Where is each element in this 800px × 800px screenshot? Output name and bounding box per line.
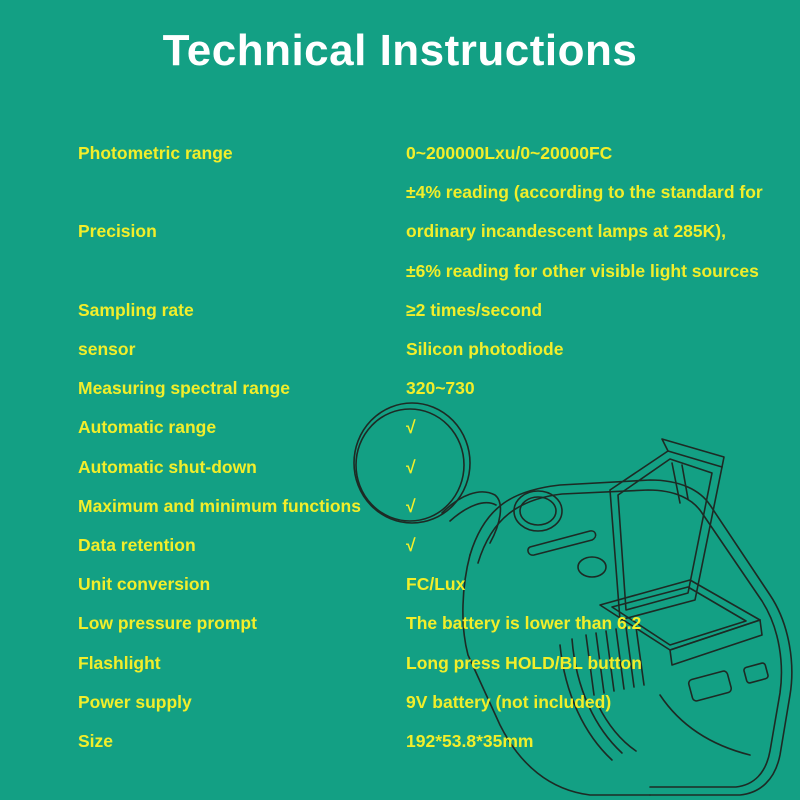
spec-table bbox=[78, 134, 778, 761]
spec-row-power-supply bbox=[78, 683, 778, 722]
spec-row-photometric-range bbox=[78, 134, 778, 173]
spec-label: Power supply bbox=[78, 691, 192, 712]
spec-label: Low pressure prompt bbox=[78, 613, 257, 634]
spec-value-line: ±4% reading (according to the standard for bbox=[406, 182, 763, 203]
spec-label: Precision bbox=[78, 221, 157, 242]
spec-label: Data retention bbox=[78, 534, 196, 555]
spec-value: ≥2 times/second bbox=[406, 299, 543, 320]
spec-value: 0~200000Lxu/0~20000FC bbox=[406, 143, 613, 164]
spec-value: √ bbox=[406, 495, 416, 516]
page-title: Technical Instructions bbox=[162, 26, 638, 75]
spec-row-data-retention bbox=[78, 526, 778, 565]
spec-value: Silicon photodiode bbox=[406, 339, 564, 360]
spec-label: Maximum and minimum functions bbox=[78, 495, 361, 516]
spec-label: Sampling rate bbox=[78, 299, 194, 320]
spec-value: 320~730 bbox=[406, 378, 475, 399]
spec-value: √ bbox=[406, 456, 416, 477]
spec-row-precision bbox=[78, 173, 778, 291]
spec-label: Automatic shut-down bbox=[78, 456, 257, 477]
spec-value: FC/Lux bbox=[406, 574, 466, 595]
spec-value: Long press HOLD/BL button bbox=[406, 652, 642, 673]
spec-label: Automatic range bbox=[78, 417, 217, 438]
spec-row-sampling-rate bbox=[78, 291, 778, 330]
spec-value-line: ordinary incandescent lamps at 285K), bbox=[406, 221, 726, 242]
spec-row-spectral-range bbox=[78, 369, 778, 408]
spec-label: Photometric range bbox=[78, 143, 233, 164]
spec-label: sensor bbox=[78, 339, 136, 360]
spec-label: Unit conversion bbox=[78, 574, 211, 595]
spec-row-size bbox=[78, 722, 778, 761]
spec-value: The battery is lower than 6.2 bbox=[406, 613, 642, 634]
spec-value-line: ±6% reading for other visible light sources bbox=[406, 260, 759, 281]
spec-row-automatic-range bbox=[78, 408, 778, 447]
spec-row-max-min bbox=[78, 487, 778, 526]
spec-label: Flashlight bbox=[78, 652, 161, 673]
spec-value: √ bbox=[406, 417, 416, 438]
spec-value: √ bbox=[406, 534, 416, 555]
spec-row-flashlight bbox=[78, 643, 778, 682]
spec-label: Measuring spectral range bbox=[78, 378, 291, 399]
spec-row-unit-conversion bbox=[78, 565, 778, 604]
spec-value: 192*53.8*35mm bbox=[406, 730, 534, 751]
spec-row-low-pressure bbox=[78, 604, 778, 643]
spec-label: Size bbox=[78, 730, 114, 751]
spec-row-auto-shutdown bbox=[78, 448, 778, 487]
spec-value: 9V battery (not included) bbox=[406, 691, 612, 712]
spec-row-sensor bbox=[78, 330, 778, 369]
